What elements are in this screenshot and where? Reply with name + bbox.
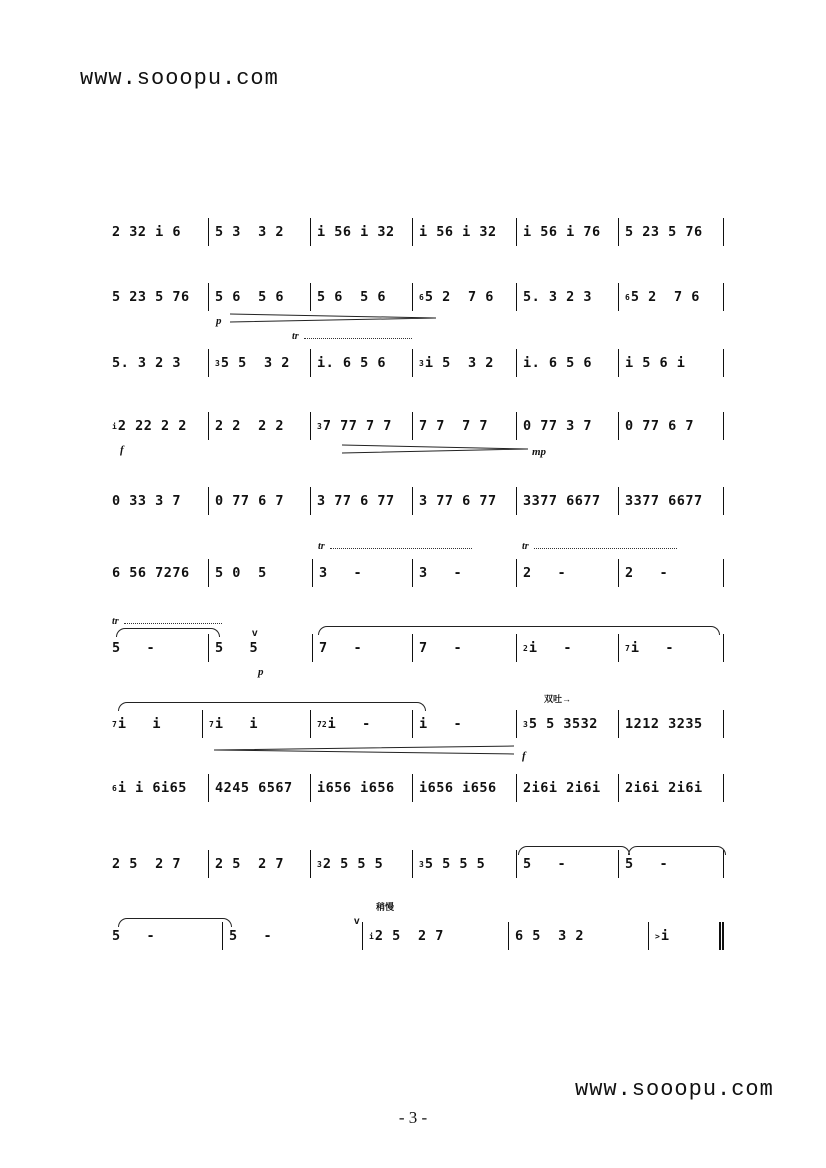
measure bbox=[112, 634, 208, 662]
measure bbox=[208, 487, 310, 515]
measure-notes: 3 - bbox=[419, 565, 463, 581]
measure-notes: i - bbox=[630, 640, 674, 656]
measure bbox=[516, 218, 618, 246]
grace-note: 7 bbox=[209, 719, 214, 729]
decrescendo-hairpin bbox=[342, 444, 528, 454]
dynamic-mark: mp bbox=[532, 446, 547, 458]
measure-notes: 2i6i 2i6i bbox=[625, 780, 703, 796]
measure bbox=[516, 283, 618, 311]
measure-notes: 0 77 6 7 bbox=[215, 493, 285, 509]
watermark-top: www.sooopu.com bbox=[80, 66, 279, 91]
measure bbox=[312, 634, 412, 662]
breath-mark: v bbox=[252, 628, 258, 639]
measure bbox=[208, 412, 310, 440]
measure-notes: i. 6 5 6 bbox=[317, 355, 387, 371]
phrase-slur bbox=[118, 702, 426, 711]
grace-note: 7 bbox=[112, 719, 117, 729]
phrase-slur bbox=[118, 918, 232, 927]
measure-notes: 6 5 3 2 bbox=[515, 928, 585, 944]
grace-note: > bbox=[655, 931, 660, 941]
grace-note: 6 bbox=[112, 783, 117, 793]
measure bbox=[412, 850, 516, 878]
measure-notes: i 5 3 2 bbox=[424, 355, 494, 371]
measure bbox=[618, 634, 724, 662]
measure bbox=[618, 774, 724, 802]
measure bbox=[516, 559, 618, 587]
measure bbox=[208, 774, 310, 802]
measure-notes: 3 77 6 77 bbox=[419, 493, 497, 509]
measure bbox=[310, 412, 412, 440]
measure bbox=[412, 774, 516, 802]
measure bbox=[516, 774, 618, 802]
watermark-bottom: www.sooopu.com bbox=[575, 1077, 774, 1102]
measure-notes: i 56 i 32 bbox=[317, 224, 395, 240]
measure-notes: 5 2 7 6 bbox=[630, 289, 700, 305]
grace-note: 7 bbox=[625, 643, 630, 653]
measure bbox=[516, 487, 618, 515]
measure bbox=[362, 922, 508, 950]
grace-note: 2 bbox=[523, 643, 528, 653]
measure-notes: 2 5 2 7 bbox=[112, 856, 182, 872]
measure-notes: i i bbox=[117, 716, 161, 732]
performance-instruction: 稍慢 bbox=[376, 902, 395, 912]
measure-notes: i 5 6 i bbox=[625, 355, 686, 371]
measure-notes: 2i6i 2i6i bbox=[523, 780, 601, 796]
measure bbox=[648, 922, 724, 950]
measure bbox=[112, 774, 208, 802]
measure-notes: i656 i656 bbox=[419, 780, 497, 796]
staff-row bbox=[112, 406, 724, 458]
measure bbox=[516, 710, 618, 738]
measure bbox=[112, 218, 208, 246]
trill-mark: tr bbox=[292, 331, 299, 342]
breath-mark: v bbox=[354, 916, 360, 927]
grace-note: i bbox=[369, 931, 374, 941]
measure-notes: 5 5 3532 bbox=[528, 716, 598, 732]
measure-notes: 0 33 3 7 bbox=[112, 493, 182, 509]
crescendo-hairpin bbox=[214, 745, 514, 755]
measure-notes: i 56 i 76 bbox=[523, 224, 601, 240]
grace-note: 3 bbox=[215, 358, 220, 368]
measure-notes: i 56 i 32 bbox=[419, 224, 497, 240]
measure bbox=[618, 710, 724, 738]
measure bbox=[618, 349, 724, 377]
trill-mark: tr bbox=[522, 541, 529, 552]
phrase-slur bbox=[518, 846, 630, 855]
grace-note: 3 bbox=[317, 859, 322, 869]
trill-mark: tr bbox=[318, 541, 325, 552]
measure-notes: 3377 6677 bbox=[625, 493, 703, 509]
measure-notes: 5 - bbox=[229, 928, 273, 944]
dynamic-mark: f bbox=[120, 444, 124, 456]
measure bbox=[208, 283, 310, 311]
measure bbox=[208, 559, 312, 587]
measure bbox=[412, 710, 516, 738]
measure-notes: 3377 6677 bbox=[523, 493, 601, 509]
measure-notes: 2 - bbox=[625, 565, 669, 581]
measure bbox=[208, 349, 310, 377]
measure-notes: 2 2 2 2 bbox=[215, 418, 285, 434]
measure-notes: 5 5 bbox=[215, 640, 259, 656]
measure-notes: i - bbox=[419, 716, 463, 732]
measure-notes: 1212 3235 bbox=[625, 716, 703, 732]
measure bbox=[412, 218, 516, 246]
measure bbox=[112, 487, 208, 515]
measure-notes: 5. 3 2 3 bbox=[112, 355, 182, 371]
measure bbox=[412, 559, 516, 587]
grace-note: 3 bbox=[419, 358, 424, 368]
measure-notes: 6 56 7276 bbox=[112, 565, 190, 581]
measure-notes: i i 6i65 bbox=[117, 780, 187, 796]
measure-notes: 3 - bbox=[319, 565, 363, 581]
measure-notes: 5 - bbox=[112, 640, 156, 656]
measure-notes: 5 - bbox=[112, 928, 156, 944]
measure-notes: 2 5 2 7 bbox=[374, 928, 444, 944]
measure bbox=[618, 487, 724, 515]
staff-row bbox=[112, 768, 724, 808]
trill-wave bbox=[330, 545, 472, 549]
performance-instruction: 双吐→ bbox=[544, 694, 572, 704]
grace-note: 6 bbox=[625, 292, 630, 302]
measure-notes: 7 - bbox=[419, 640, 463, 656]
measure-notes: i. 6 5 6 bbox=[523, 355, 593, 371]
grace-note: 3 bbox=[523, 719, 528, 729]
measure-notes: 7 - bbox=[319, 640, 363, 656]
trill-wave bbox=[304, 335, 412, 339]
measure bbox=[618, 412, 724, 440]
measure-notes: 5 5 3 2 bbox=[220, 355, 290, 371]
measure bbox=[310, 774, 412, 802]
page-number: - 3 - bbox=[398, 1108, 428, 1127]
measure bbox=[202, 710, 310, 738]
phrase-slur bbox=[628, 846, 726, 855]
measure-notes: 5 6 5 6 bbox=[317, 289, 387, 305]
measure bbox=[618, 218, 724, 246]
dynamic-mark: p bbox=[216, 315, 222, 327]
measure bbox=[412, 283, 516, 311]
measure-notes: 2 5 5 5 bbox=[322, 856, 384, 872]
grace-note: 6 bbox=[419, 292, 424, 302]
measure-notes: i656 i656 bbox=[317, 780, 395, 796]
grace-note: 72 bbox=[317, 719, 327, 729]
measure bbox=[112, 349, 208, 377]
measure-notes: i - bbox=[327, 716, 371, 732]
measure-notes: 7 7 7 7 bbox=[419, 418, 489, 434]
measure bbox=[112, 412, 208, 440]
staff-row bbox=[112, 277, 724, 327]
trill-wave bbox=[534, 545, 677, 549]
measure-notes: 0 77 6 7 bbox=[625, 418, 695, 434]
measure bbox=[412, 487, 516, 515]
measure bbox=[112, 283, 208, 311]
phrase-slur bbox=[318, 626, 720, 635]
measure-notes: 5 6 5 6 bbox=[215, 289, 285, 305]
measure-notes: 2 - bbox=[523, 565, 567, 581]
measure bbox=[208, 850, 310, 878]
measure-notes: 5 - bbox=[523, 856, 567, 872]
measure-notes: 5 23 5 76 bbox=[625, 224, 703, 240]
measure bbox=[208, 634, 312, 662]
dynamic-mark: p bbox=[258, 666, 264, 678]
measure-notes: 0 77 3 7 bbox=[523, 418, 593, 434]
measure bbox=[112, 559, 208, 587]
measure bbox=[412, 349, 516, 377]
measure-notes: 5 5 5 5 bbox=[424, 856, 486, 872]
grace-note: 3 bbox=[317, 421, 322, 431]
measure-notes: 7 77 7 7 bbox=[322, 418, 392, 434]
measure bbox=[310, 218, 412, 246]
measure-notes: i bbox=[660, 928, 670, 944]
dynamic-mark: f bbox=[522, 750, 526, 762]
measure bbox=[310, 710, 412, 738]
measure bbox=[310, 283, 412, 311]
phrase-slur bbox=[116, 628, 220, 637]
measure-notes: 2 22 2 2 bbox=[117, 418, 187, 434]
staff-row bbox=[112, 541, 724, 593]
grace-note: i bbox=[112, 421, 117, 431]
measure bbox=[112, 710, 202, 738]
measure-notes: 2 5 2 7 bbox=[215, 856, 285, 872]
measure bbox=[508, 922, 648, 950]
measure-notes: i - bbox=[528, 640, 572, 656]
measure-notes: 2 32 i 6 bbox=[112, 224, 182, 240]
grace-note: 3 bbox=[419, 859, 424, 869]
staff-row bbox=[112, 212, 724, 252]
measure bbox=[412, 412, 516, 440]
measure-notes: i i bbox=[214, 716, 258, 732]
measure-notes: 5 3 3 2 bbox=[215, 224, 285, 240]
measure-notes: 5. 3 2 3 bbox=[523, 289, 593, 305]
measure bbox=[310, 850, 412, 878]
measure-notes: 4245 6567 bbox=[215, 780, 293, 796]
measure-notes: 5 0 5 bbox=[215, 565, 267, 581]
measure bbox=[412, 634, 516, 662]
measure-notes: 3 77 6 77 bbox=[317, 493, 395, 509]
measure bbox=[112, 850, 208, 878]
staff-row bbox=[112, 331, 724, 383]
measure bbox=[618, 283, 724, 311]
measure-notes: 5 2 7 6 bbox=[424, 289, 494, 305]
measure bbox=[312, 559, 412, 587]
decrescendo-hairpin bbox=[230, 313, 436, 323]
measure bbox=[516, 412, 618, 440]
measure bbox=[618, 559, 724, 587]
measure bbox=[222, 922, 362, 950]
measure bbox=[516, 634, 618, 662]
measure bbox=[516, 349, 618, 377]
measure-notes: 5 23 5 76 bbox=[112, 289, 190, 305]
measure bbox=[208, 218, 310, 246]
measure bbox=[310, 487, 412, 515]
measure-notes: 5 - bbox=[625, 856, 669, 872]
measure bbox=[310, 349, 412, 377]
staff-row bbox=[112, 481, 724, 521]
trill-mark: tr bbox=[112, 616, 119, 627]
trill-wave bbox=[124, 620, 222, 624]
